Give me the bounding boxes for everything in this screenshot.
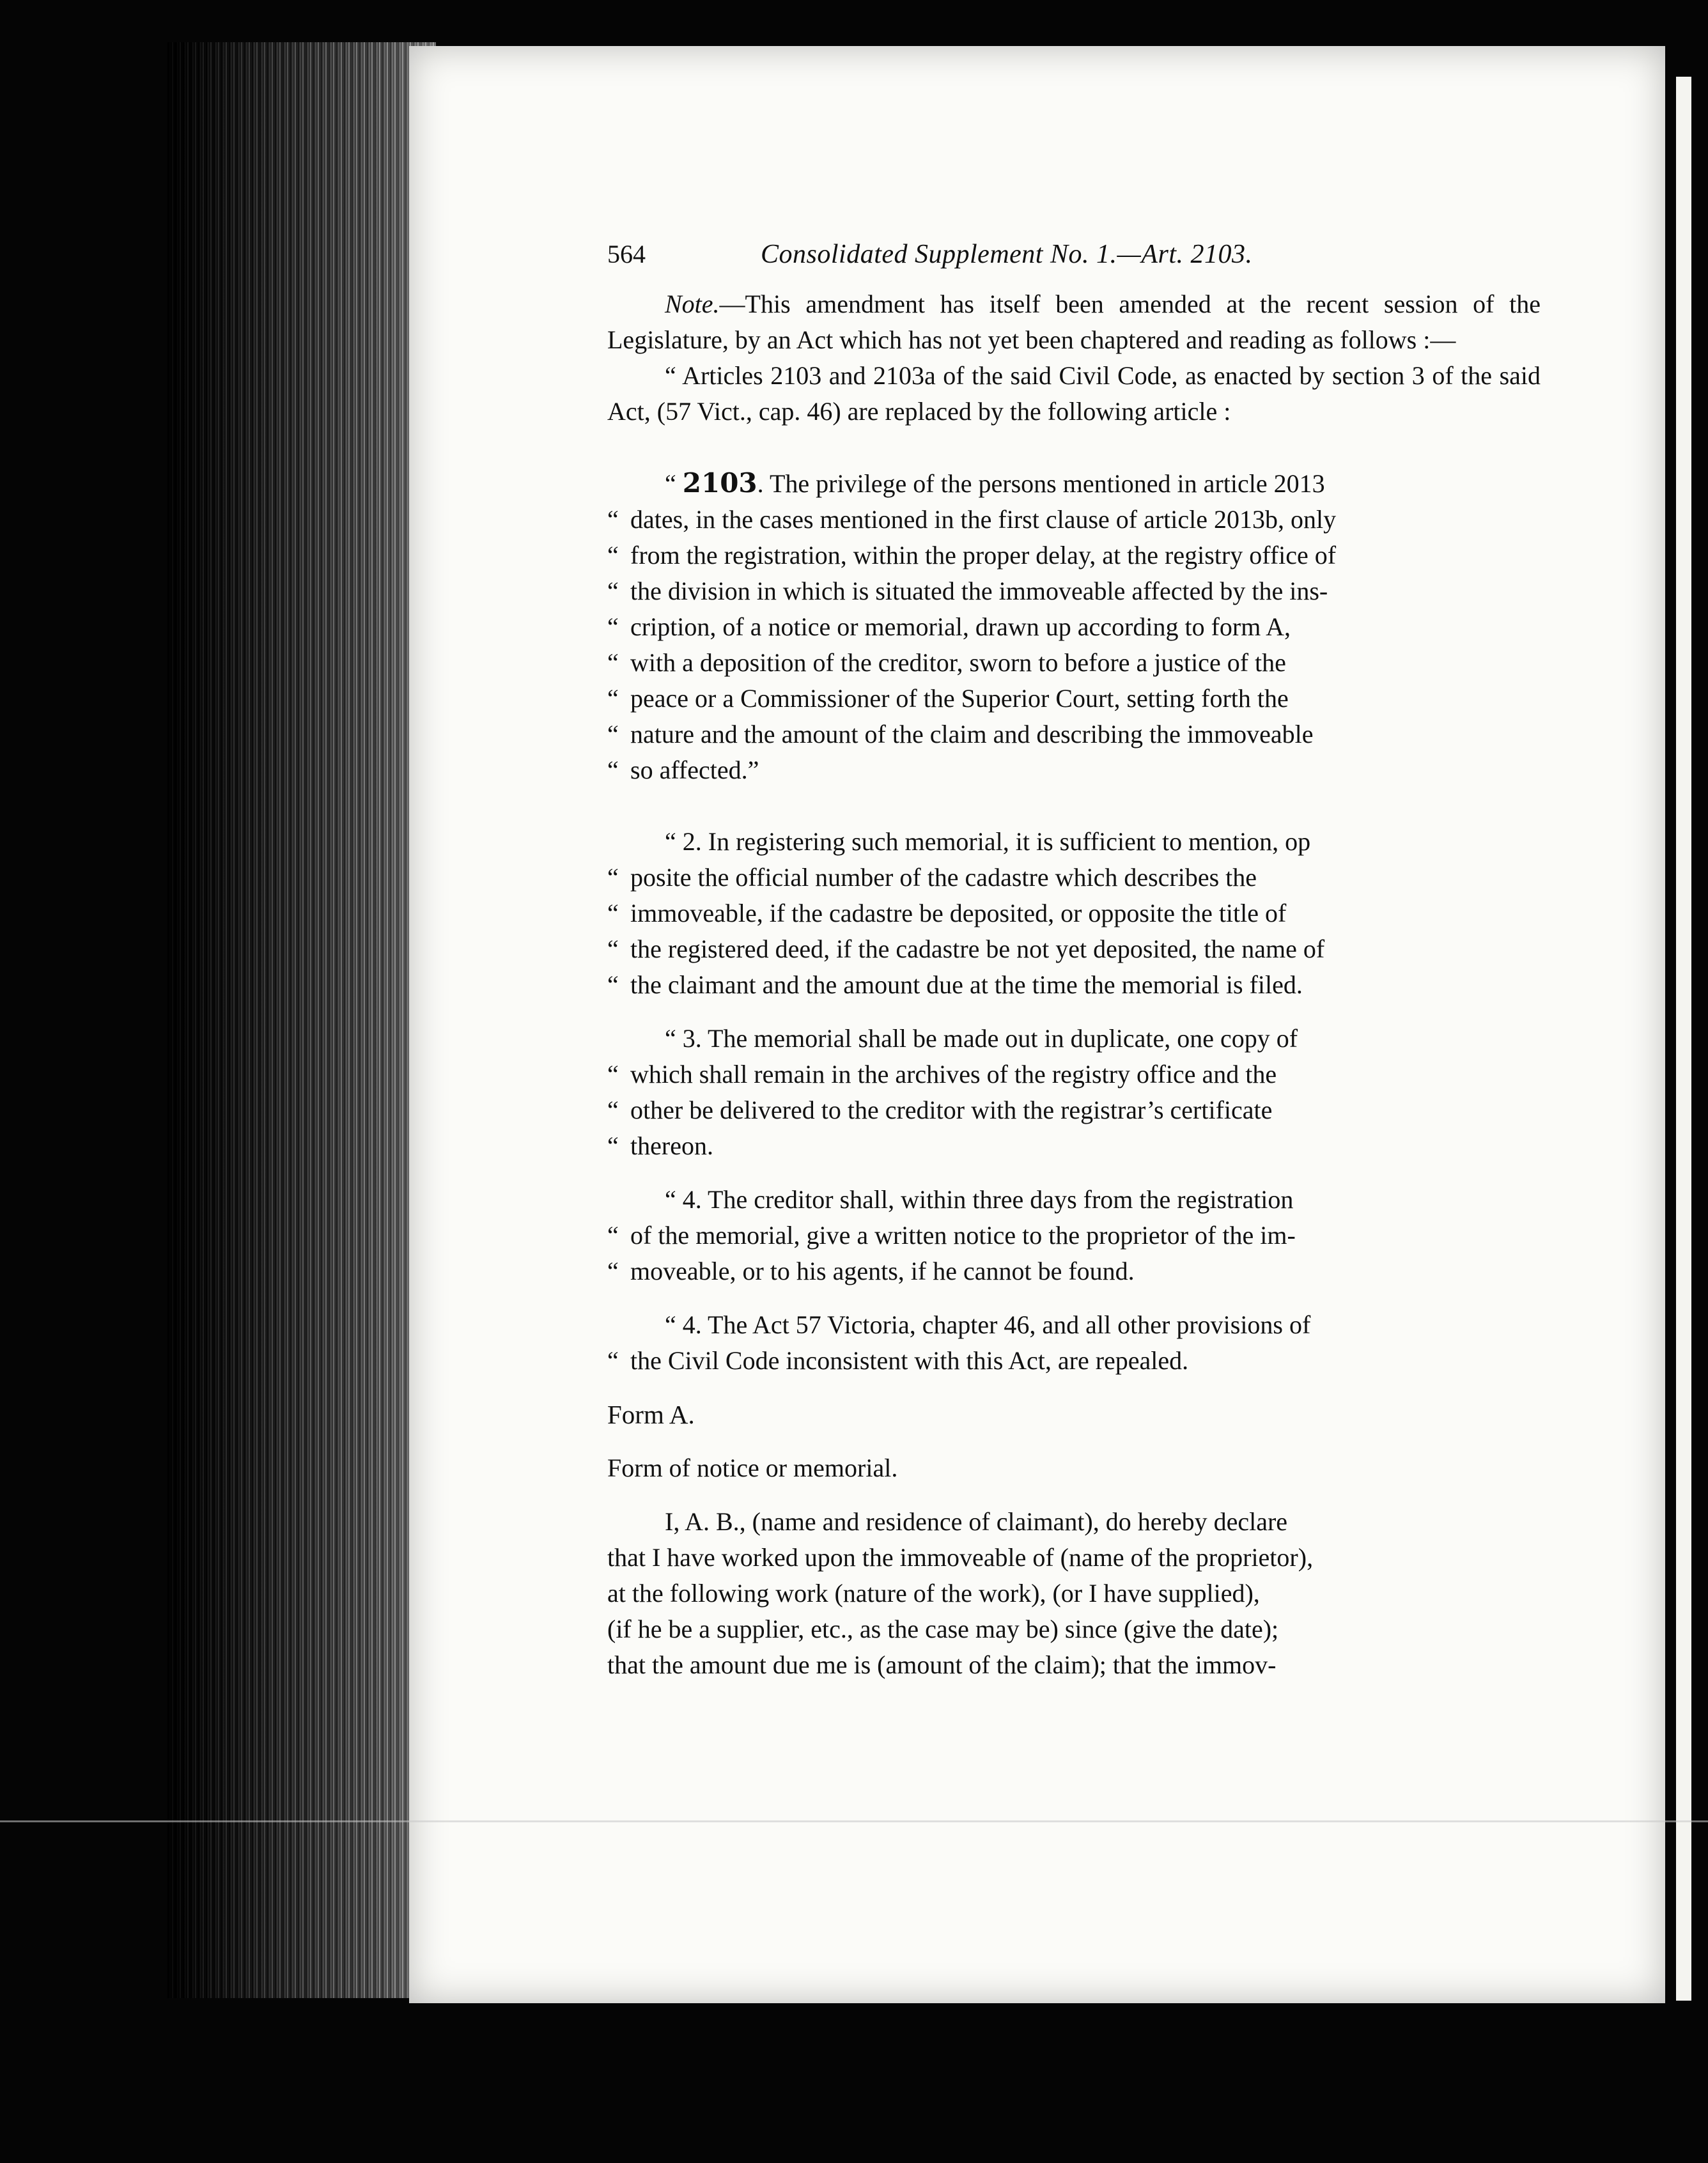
line-text: from the registration, within the proper delay, at the registry office of [630,541,1337,570]
spacer [607,430,1541,465]
paragraph-3-line [607,1128,1541,1164]
quote-mark: “ [607,1096,619,1124]
quote-mark: “ [607,1346,619,1375]
article-2103 [607,465,1541,788]
spacer [607,1164,1541,1182]
paragraph-3-line [607,1057,1541,1092]
article-2103-line [607,645,1541,681]
line-text: the claimant and the amount due at the time the memorial is filed. [630,970,1303,999]
spacer [607,788,1541,824]
article-2103-line [607,538,1541,573]
quote-mark: “ [607,720,619,748]
line-text: moveable, or to his agents, if he cannot be found. [630,1257,1135,1285]
note-text: —This amendment has itself been amended at the recent session of the Legislature, by an Act which has not yet been chaptered and reading as follows :— [607,290,1541,354]
quote-mark: “ [607,612,619,641]
line-text: which shall remain in the archives of the registry office and the [630,1060,1277,1089]
paragraph-3-line: “ 3. The memorial shall be made out in duplicate, one copy of [665,1024,1298,1053]
quote-mark: “ [607,648,619,677]
article-number: 2103 [682,467,757,499]
paragraph-2-line [607,895,1541,931]
line-text: peace or a Commissioner of the Superior Court, setting forth the [630,684,1289,713]
spacer [607,1432,1541,1450]
next-page-edge [1676,77,1691,2001]
note-paragraph [607,286,1541,358]
line-text: with a deposition of the creditor, sworn to before a justice of the [630,648,1286,677]
line-text: immoveable, if the cadastre be deposited, or opposite the title of [630,899,1287,927]
page-edges [167,42,436,1998]
note-label: Note. [665,290,720,318]
intro-paragraph: “ Articles 2103 and 2103a of the said Civil Code, as enacted by section 3 of the said Act, (57 Vict., cap. 46) are replaced by the following article : [607,361,1541,426]
form-line: that the amount due me is (amount of the claim); that the immov- [607,1650,1277,1679]
quote-mark: “ [607,1257,619,1285]
paragraph-4-line [607,1253,1541,1289]
line-text: the division in which is situated the immoveable affected by the ins- [630,577,1328,605]
paragraph-repeal-line [607,1343,1541,1379]
article-2103-line [607,502,1541,538]
quote-mark: “ [607,970,619,999]
article-2103-line [607,681,1541,717]
line-text: cription, of a notice or memorial, drawn up according to form A, [630,612,1291,641]
paragraph-4-line: “ 4. The creditor shall, within three days from the registration [665,1185,1294,1214]
paragraph-repeal [607,1307,1541,1379]
quote-mark: “ [607,756,619,784]
quote-mark: “ [607,863,619,892]
article-2103-line [607,717,1541,752]
line-text: other be delivered to the creditor with the registrar’s certificate [630,1096,1273,1124]
spacer [607,1289,1541,1307]
line-text: the registered deed, if the cadastre be not yet deposited, the name of [630,934,1325,963]
form-line: at the following work (nature of the work), (or I have supplied), [607,1579,1260,1608]
quote-mark: “ [607,1221,619,1250]
running-title: Consolidated Supplement No. 1.—Art. 2103. [761,240,1253,269]
form-line: I, A. B., (name and residence of claimant), do hereby declare [665,1507,1288,1536]
article-2103-line [607,573,1541,609]
article-2103-line [607,752,1541,788]
paragraph-3 [607,1021,1541,1164]
paragraph-2-line: “ 2. In registering such memorial, it is sufficient to mention, op [665,827,1311,856]
article-2103-line [607,609,1541,645]
quote-mark: “ [607,684,619,713]
line-text: the Civil Code inconsistent with this Act, are repealed. [630,1346,1189,1375]
page-header [607,236,1541,272]
quote-mark: “ [607,1060,619,1089]
article-2103-first-line: . The privilege of the persons mentioned in article 2013 [757,469,1325,498]
form-title: Form A. [607,1400,695,1429]
quote-mark: “ [607,577,619,605]
paragraph-2 [607,824,1541,1003]
paragraph-2-line [607,860,1541,895]
line-text: nature and the amount of the claim and describing the immoveable [630,720,1314,748]
form-subtitle: Form of notice or memorial. [607,1454,898,1482]
form-line: (if he be a supplier, etc., as the case may be) since (give the date); [607,1615,1279,1643]
paragraph-repeal-line: “ 4. The Act 57 Victoria, chapter 46, and all other provisions of [665,1310,1311,1339]
paragraph-3-line [607,1092,1541,1128]
paragraph-2-line [607,931,1541,967]
paragraph-4-line [607,1218,1541,1253]
line-text: dates, in the cases mentioned in the first clause of article 2013b, only [630,505,1337,534]
quote-mark: “ [607,934,619,963]
line-text: posite the official number of the cadastre which describes the [630,863,1257,892]
quote-mark: “ [607,505,619,534]
spacer [607,1486,1541,1504]
line-text: thereon. [630,1131,713,1160]
quote-mark: “ [607,1131,619,1160]
spacer [607,1379,1541,1397]
spacer [607,1003,1541,1021]
form-line: that I have worked upon the immoveable of (name of the proprietor), [607,1543,1314,1572]
page-text [607,236,1541,1683]
form-body [607,1504,1541,1683]
quote-mark: “ [607,899,619,927]
line-text: so affected.” [630,756,759,784]
line-text: of the memorial, give a written notice to the proprietor of the im- [630,1221,1296,1250]
scan-artifact-line [0,1820,1708,1822]
article-2103-line: “ 2103. The privilege of the persons mentioned in article 2013 [665,467,1325,499]
paragraph-2-line [607,967,1541,1003]
page-number: 564 [607,240,646,268]
paragraph-4 [607,1182,1541,1289]
quote-mark: “ [607,541,619,570]
